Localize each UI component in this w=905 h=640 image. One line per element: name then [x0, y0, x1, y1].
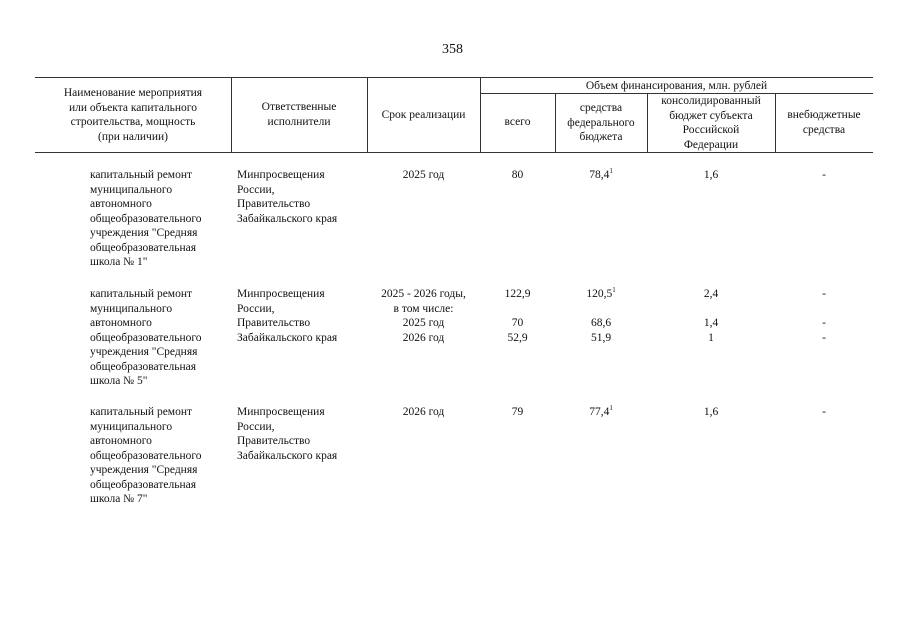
row-extra: - — [822, 406, 826, 418]
footnote-mark: 1 — [609, 404, 613, 413]
row-regional: 1,6 — [703, 406, 719, 418]
footnote-mark: 1 — [609, 167, 613, 176]
row-executors: Минпросвещения России, Правительство Забайкальского края — [237, 169, 338, 225]
row-name: капитальный ремонт муниципального автономного общеобразовательного учреждения "Средняя общеобразовательная школа № 1" — [90, 169, 202, 268]
header-federal-col: средства федерального бюджета — [567, 102, 635, 143]
row-name: капитальный ремонт муниципального автономного общеобразовательного учреждения "Средняя общеобразовательная школа № 5" — [90, 288, 202, 387]
footnote-mark: 1 — [612, 286, 616, 295]
row-total: 80 — [511, 169, 524, 181]
row-regional: 1,6 — [703, 169, 719, 181]
row-period: 2025 - 2026 годы, в том числе: 2025 год 2026 год — [381, 288, 466, 344]
row-period: 2026 год — [402, 406, 445, 418]
header-regional-col: консолидированный бюджет субъекта Российской Федерации — [661, 95, 761, 151]
page-number: 358 — [442, 42, 463, 57]
row-total: 122,9 70 52,9 — [504, 288, 531, 344]
row-name: капитальный ремонт муниципального автономного общеобразовательного учреждения "Средняя общеобразовательная школа № 7" — [90, 406, 202, 505]
header-name-col: Наименование мероприятия или объекта капитального строительства, мощность (при наличии) — [63, 87, 203, 143]
row-federal: 120,5$^1$ 68,6 51,9 — [586, 286, 616, 344]
row-extra: - - - — [822, 288, 826, 344]
row-federal: 78,4$^1$ — [589, 167, 613, 181]
header-period-col: Срок реализации — [381, 109, 466, 121]
row-executors: Минпросвещения России, Правительство Забайкальского края — [237, 288, 338, 344]
row-total: 79 — [511, 406, 524, 418]
header-total-col: всего — [504, 116, 531, 128]
header-exec-col: Ответственные исполнители — [261, 101, 337, 128]
row-period: 2025 год — [402, 169, 445, 181]
row-regional: 2,4 1,4 1 — [703, 288, 719, 344]
row-executors: Минпросвещения России, Правительство Забайкальского края — [237, 406, 338, 462]
row-extra: - — [822, 169, 826, 181]
row-federal: 77,4$^1$ — [589, 404, 613, 418]
header-funding-group: Объем финансирования, млн. рублей — [585, 80, 768, 92]
header-extra-col: внебюджетные средства — [787, 109, 861, 136]
